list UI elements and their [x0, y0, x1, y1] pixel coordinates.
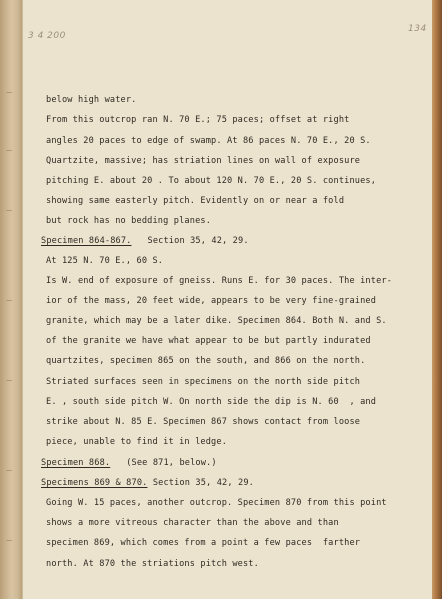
- text-line: north. At 870 the striations pitch west.: [46, 559, 259, 569]
- text-line: Quartzite, massive; has striation lines on wall of exposure: [46, 156, 361, 166]
- text-line: shows a more vitreous character than the above and than: [46, 518, 339, 528]
- section-ref: Section 35, 42, 29.: [152, 478, 254, 488]
- text-line: E. , south side pitch W. On north side the dip is N. 60 , and: [46, 397, 377, 407]
- text-line: Going W. 15 paces, another outcrop. Specimen 870 from this point: [46, 498, 387, 508]
- text-line: Is W. end of exposure of gneiss. Runs E. for 30 paces. The inter-: [46, 276, 393, 286]
- specimen-heading-864-867: [41, 236, 249, 246]
- text-line: pitching E. about 20 . To about 120 N. 70 E., 20 S. continues,: [46, 176, 377, 186]
- text-line: angles 20 paces to edge of swamp. At 86 paces N. 70 E., 20 S.: [46, 136, 371, 146]
- specimen-heading-869-870: [41, 478, 254, 488]
- text-line: quartzites, specimen 865 on the south, and 866 on the north.: [46, 356, 366, 366]
- text-line: granite, which may be a later dike. Specimen 864. Both N. and S.: [46, 316, 387, 326]
- text-line: ior of the mass, 20 feet wide, appears to be very fine-grained: [46, 296, 377, 306]
- pencil-reference-mark: 3 4 200: [28, 31, 66, 41]
- specimen-label: Specimen 864-867.: [41, 236, 132, 246]
- text-line: Striated surfaces seen in specimens on the north side pitch: [46, 377, 361, 387]
- text-line: From this outcrop ran N. 70 E.; 75 paces; offset at right: [46, 115, 350, 125]
- page-binding-edge: [432, 0, 442, 599]
- section-ref: Section 35, 42, 29.: [147, 236, 249, 246]
- text-line: specimen 869, which comes from a point a few paces farther: [46, 538, 361, 548]
- see-note: (See 871, below.): [126, 458, 217, 468]
- specimen-heading-868: [41, 458, 217, 468]
- text-line: piece, unable to find it in ledge.: [46, 437, 228, 447]
- specimen-label: Specimen 868.: [41, 458, 111, 468]
- text-line: below high water.: [46, 95, 137, 105]
- text-line: At 125 N. 70 E., 60 S.: [46, 256, 164, 266]
- text-line: but rock has no bedding planes.: [46, 216, 212, 226]
- text-line: of the granite we have what appear to be but partly indurated: [46, 336, 371, 346]
- page-number: 134: [408, 24, 427, 34]
- text-line: strike about N. 85 E. Specimen 867 shows contact from loose: [46, 417, 361, 427]
- specimen-label: Specimens 869 & 870.: [41, 478, 148, 488]
- text-line: showing same easterly pitch. Evidently on or near a fold: [46, 196, 345, 206]
